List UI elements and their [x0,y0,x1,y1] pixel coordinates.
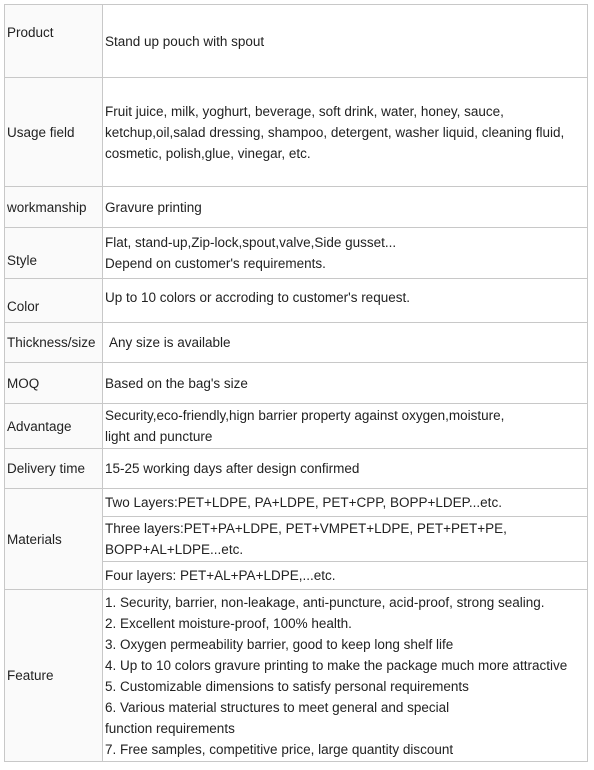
value-line: 15-25 working days after design confirmed [105,461,360,476]
row-value [103,279,588,323]
row-label: Usage field [5,78,103,187]
value-line: Any size is available [109,335,231,350]
value-line: Depend on customer's requirements. [105,256,326,271]
value-line: 5. Customizable dimensions to satisfy personal requirements [105,678,469,694]
row-label: Materials [5,489,103,590]
row-label: Style [5,228,103,279]
row-value [103,404,588,449]
row-label: Advantage [5,404,103,449]
value-line: Flat, stand-up,Zip-lock,spout,valve,Side gusset... [105,235,397,250]
value-line: 1. Security, barrier, non-leakage, anti-puncture, acid-proof, strong sealing. [105,594,545,610]
table-row [5,404,588,449]
value-line: Three layers:PET+PA+LDPE, PET+VMPET+LDPE, PET+PET+PE, [105,521,507,536]
value-line: cosmetic, polish,glue, vinegar, etc. [105,145,311,161]
row-label: workmanship [5,187,103,228]
value-line: light and puncture [105,429,213,444]
value-line: 2. Excellent moisture-proof, 100% health. [105,615,352,631]
value-line: 4. Up to 10 colors gravure printing to make the package much more attractive [105,657,568,673]
row-value [103,5,588,78]
value-line: Up to 10 colors or accroding to customer's request. [105,290,410,305]
table-row [5,78,588,187]
value-line: Gravure printing [105,199,202,215]
table-row [5,489,588,517]
value-line: Stand up pouch with spout [105,33,265,49]
value-line: Security,eco-friendly,hign barrier property against oxygen,moisture, [105,408,505,423]
value-line: Two Layers:PET+LDPE, PA+LDPE, PET+CPP, BOPP+LDEP...etc. [105,495,502,510]
row-label: Thickness/size [5,323,103,363]
table-row [5,590,588,762]
product-spec-table [4,4,588,762]
value-line: Fruit juice, milk, yoghurt, beverage, soft drink, water, honey, sauce, [105,103,504,119]
row-value [103,449,588,489]
table-row [5,228,588,279]
table-row [5,363,588,404]
row-value [103,363,588,404]
table-row [5,5,588,78]
row-value [103,517,588,562]
value-line: Based on the bag's size [105,375,248,391]
row-label: Color [5,279,103,323]
table-row [5,449,588,489]
row-value [103,78,588,187]
value-line: 7. Free samples, competitive price, large quantity discount [105,741,454,757]
row-label: Delivery time [5,449,103,489]
row-value [103,187,588,228]
row-label: Feature [5,590,103,762]
row-value [103,590,588,762]
value-line: ketchup,oil,salad dressing, shampoo, detergent, washer liquid, cleaning fluid, [105,124,565,140]
row-value [103,228,588,279]
row-value [103,489,588,517]
row-value [103,562,588,590]
row-label: MOQ [5,363,103,404]
value-line: 3. Oxygen permeability barrier, good to keep long shelf life [105,636,454,652]
table-row [5,187,588,228]
table-row [5,279,588,323]
value-line: function requirements [105,720,235,736]
value-line: Four layers: PET+AL+PA+LDPE,...etc. [105,568,336,583]
value-line: BOPP+AL+LDPE...etc. [105,542,244,557]
row-label: Product [5,5,103,78]
table-row [5,323,588,363]
value-line: 6. Various material structures to meet general and special [105,699,450,715]
row-value [103,323,588,363]
